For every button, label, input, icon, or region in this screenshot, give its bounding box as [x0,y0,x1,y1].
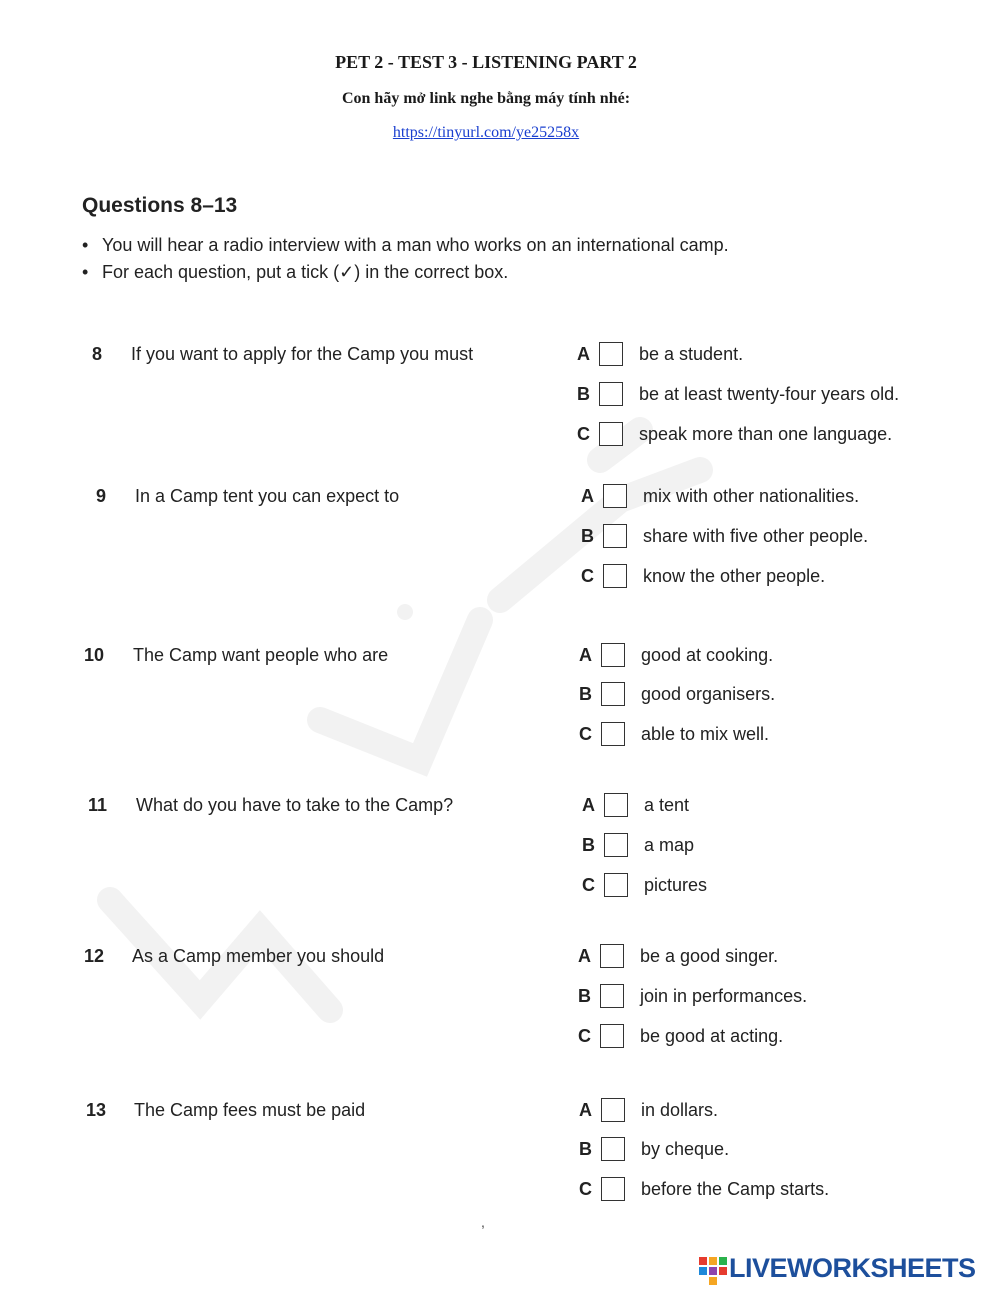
option-text: good at cooking. [641,645,774,665]
option-text: mix with other nationalities. [643,486,860,506]
page-title: PET 2 - TEST 3 - LISTENING PART 2 [335,52,637,72]
tick-box[interactable] [604,873,628,897]
option-letter: C [579,1179,592,1199]
question-10 [0,643,1000,773]
logo-cube-icon [709,1277,717,1285]
tick-box[interactable] [601,1137,625,1161]
question-text: If you want to apply for the Camp you must [131,344,474,364]
question-12 [0,944,1000,1074]
questions-heading: Questions 8–13 [82,194,238,217]
option-text: pictures [644,875,708,895]
question-text: What do you have to take to the Camp? [136,795,454,815]
logo-cube-icon [719,1267,727,1275]
logo-cube-icon [699,1257,707,1265]
liveworksheets-logo [697,1254,997,1284]
question-number: 10 [84,645,105,665]
option-text: be at least twenty-four years old. [639,384,900,404]
option-letter: A [581,486,594,506]
option-letter: B [579,684,592,704]
tick-box[interactable] [604,793,628,817]
logo-cube-icon [699,1267,707,1275]
tick-box[interactable] [601,682,625,706]
option-letter: C [582,875,595,895]
tick-box[interactable] [600,944,624,968]
tick-box[interactable] [601,722,625,746]
option-text: speak more than one language. [639,424,893,444]
tick-box[interactable] [600,984,624,1008]
tick-box[interactable] [601,1177,625,1201]
option-letter: C [578,1026,591,1046]
page-subtitle: Con hãy mở link nghe bằng máy tính nhé: [341,90,631,107]
question-number: 8 [92,344,103,364]
tick-box[interactable] [599,342,623,366]
option-text: share with five other people. [643,526,869,546]
option-text: by cheque. [641,1139,730,1159]
logo-cube-icon [719,1257,727,1265]
option-letter: C [581,566,594,586]
question-text: In a Camp tent you can expect to [135,486,400,506]
option-letter: B [581,526,594,546]
option-text: able to mix well. [641,724,770,744]
question-9 [0,484,1000,614]
option-letter: B [578,986,591,1006]
option-letter: B [582,835,595,855]
option-text: a map [644,835,695,855]
option-text: a tent [644,795,690,815]
option-letter: B [577,384,590,404]
question-text: The Camp fees must be paid [134,1100,366,1120]
instruction-text: You will hear a radio interview with a man who works on an international camp. [102,235,729,255]
tick-box[interactable] [604,833,628,857]
question-number: 13 [86,1100,107,1120]
option-text: be a student. [639,344,744,364]
option-letter: C [577,424,590,444]
option-letter: A [578,946,591,966]
tick-box[interactable] [599,382,623,406]
tick-box[interactable] [603,524,627,548]
option-letter: C [579,724,592,744]
instruction-text: For each question, put a tick (✓) in the correct box. [102,262,509,282]
option-text: good organisers. [641,684,776,704]
question-number: 11 [88,795,108,815]
bullet-dot: • [82,262,89,282]
question-11 [0,793,1000,923]
tick-box[interactable] [601,1098,625,1122]
question-number: 12 [84,946,105,966]
option-letter: A [579,645,592,665]
logo-cube-icon [709,1257,717,1265]
option-text: join in performances. [640,986,808,1006]
question-text: As a Camp member you should [132,946,385,966]
option-letter: A [582,795,595,815]
tick-box[interactable] [599,422,623,446]
tick-box[interactable] [603,484,627,508]
option-letter: A [577,344,590,364]
option-text: before the Camp starts. [641,1179,830,1199]
question-8 [0,342,1000,472]
option-text: in dollars. [641,1100,719,1120]
logo-text: LIVEWORKSHEETS [729,1253,976,1283]
option-text: be a good singer. [640,946,779,966]
tick-box[interactable] [603,564,627,588]
tick-box[interactable] [600,1024,624,1048]
audio-link[interactable]: https://tinyurl.com/ye25258x [392,124,580,141]
question-text: The Camp want people who are [133,645,389,665]
question-number: 9 [96,486,107,506]
instruction-bullet-1 [82,235,729,256]
option-letter: B [579,1139,592,1159]
question-13 [0,1098,1000,1228]
option-letter: A [579,1100,592,1120]
stray-mark: , [481,1214,485,1230]
tick-box[interactable] [601,643,625,667]
logo-cube-icon [709,1267,717,1275]
instruction-bullet-2 [82,262,508,283]
bullet-dot: • [82,235,89,255]
option-text: be good at acting. [640,1026,784,1046]
option-text: know the other people. [643,566,826,586]
